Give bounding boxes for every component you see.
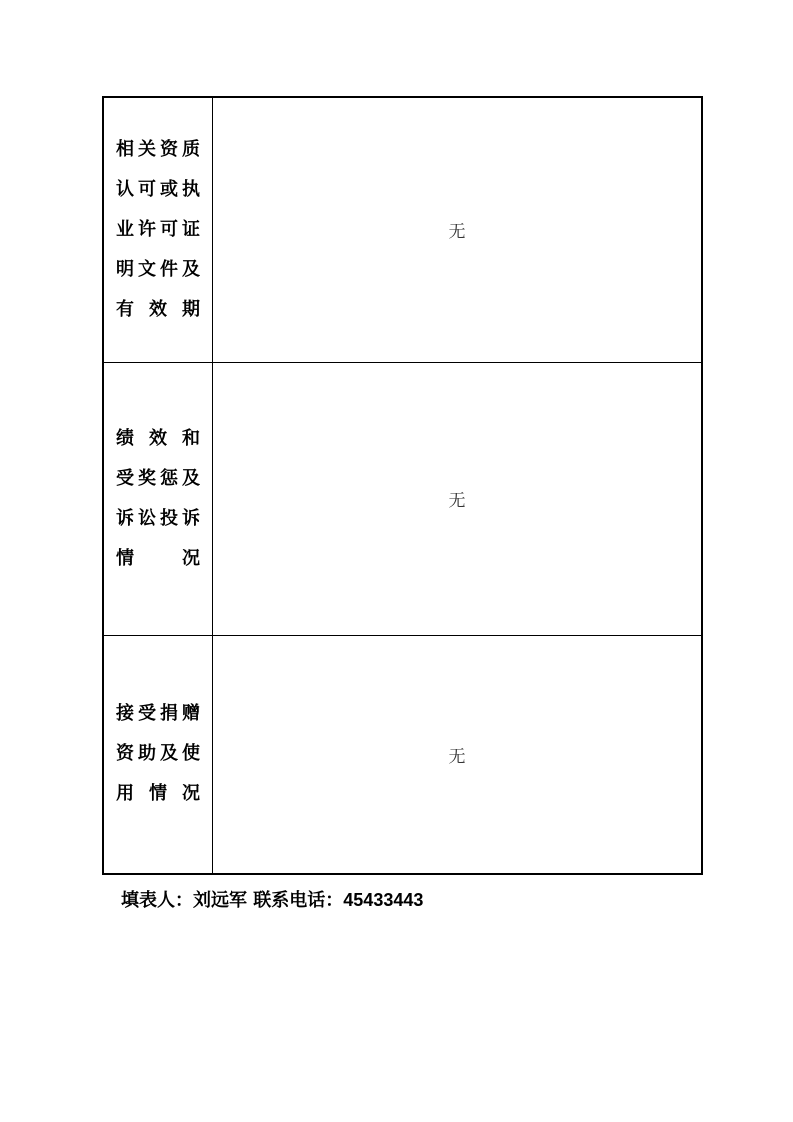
label-char: 可: [160, 218, 178, 240]
label-line: [116, 250, 200, 290]
info-table: [102, 96, 703, 875]
label-char: 捐: [160, 703, 178, 725]
label-char: 受: [138, 703, 156, 725]
label-line: [116, 290, 200, 330]
label-line: [116, 170, 200, 210]
phone-number: 45433443: [343, 890, 424, 910]
label-char: 许: [138, 218, 156, 240]
label-char: 绩: [116, 427, 134, 449]
table-row: [103, 635, 702, 874]
label-char: 况: [182, 783, 200, 805]
label-char: 明: [116, 258, 134, 280]
label-char: 质: [182, 138, 200, 160]
qualification-value: 无: [213, 97, 703, 362]
label-line: [116, 419, 200, 459]
label-char: 和: [182, 427, 200, 449]
label-line: [116, 694, 200, 734]
label-char: 资: [116, 743, 134, 765]
qualification-label-cell: [103, 97, 213, 362]
label-char: 及: [160, 743, 178, 765]
donation-value: 无: [213, 635, 703, 874]
label-char: 证: [182, 218, 200, 240]
label-char: 或: [160, 178, 178, 200]
label-char: 赠: [182, 703, 200, 725]
label-char: 效: [149, 298, 167, 320]
label-line: [116, 774, 200, 814]
label-char: 相: [116, 138, 134, 160]
label-char: 况: [182, 547, 200, 569]
row-label: [116, 419, 200, 579]
row-label: [116, 694, 200, 814]
phone-label: 联系电话：: [253, 890, 344, 911]
label-char: 用: [116, 783, 134, 805]
label-line: [116, 734, 200, 774]
label-char: 受: [116, 467, 134, 489]
label-char: 可: [138, 178, 156, 200]
label-line: [116, 499, 200, 539]
table-row: [103, 362, 702, 635]
label-char: 情: [149, 783, 167, 805]
label-char: 讼: [138, 507, 156, 529]
label-char: 文: [138, 258, 156, 280]
label-char: 情: [116, 547, 134, 569]
donation-label-cell: [103, 635, 213, 874]
label-char: 诉: [182, 507, 200, 529]
label-char: 件: [160, 258, 178, 280]
label-char: 诉: [116, 507, 134, 529]
footer: [121, 886, 423, 912]
label-char: 及: [182, 467, 200, 489]
label-line: [116, 539, 200, 579]
label-char: 接: [116, 703, 134, 725]
performance-label-cell: [103, 362, 213, 635]
label-char: 期: [182, 298, 200, 320]
label-char: 惩: [160, 467, 178, 489]
performance-value: 无: [213, 362, 703, 635]
label-char: 效: [149, 427, 167, 449]
label-char: 业: [116, 218, 134, 240]
label-char: 资: [160, 138, 178, 160]
label-char: 有: [116, 298, 134, 320]
label-char: 奖: [138, 467, 156, 489]
label-line: [116, 130, 200, 170]
table-row: [103, 97, 702, 362]
label-char: 投: [160, 507, 178, 529]
label-char: 执: [182, 178, 200, 200]
label-char: 关: [138, 138, 156, 160]
label-char: 助: [138, 743, 156, 765]
filler-label: 填表人：: [121, 890, 193, 911]
label-char: 及: [182, 258, 200, 280]
label-line: [116, 459, 200, 499]
label-char: 使: [182, 743, 200, 765]
label-line: [116, 210, 200, 250]
row-label: [116, 130, 200, 330]
label-char: 认: [116, 178, 134, 200]
filler-name: 刘远军: [193, 890, 247, 911]
